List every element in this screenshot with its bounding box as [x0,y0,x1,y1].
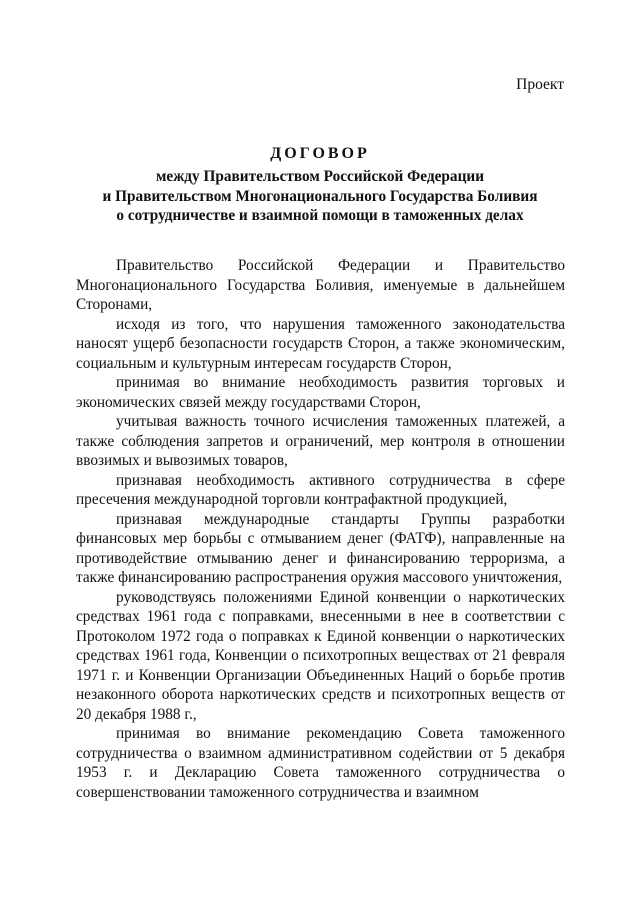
preamble-paragraph: принимая во внимание необходимость развития торговых и экономических связей между государствами Сторон, [76,374,565,411]
document-title: ДОГОВОР [270,145,370,162]
document-subtitle [60,167,580,226]
document-body [76,256,565,802]
subtitle-line: о сотрудничестве и взаимной помощи в таможенных делах [116,207,524,224]
preamble-paragraph: принимая во внимание рекомендацию Совета таможенного сотрудничества о взаимном административном содействии от 5 декабря 1953 г. и Декларацию Совета таможенного сотрудничества о совершенствовании таможенного сотрудничества и взаимном [76,725,565,801]
preamble-paragraph: руководствуясь положениями Единой конвенции о наркотических средствах 1961 года с поправками, внесенными в нее в соответствии с Протоколом 1972 года о поправках к Единой конвенции о наркотических средствах 1961 года, Конвенции о психотропных веществах от 21 февраля 1971 г. и Конвенции Организации Объединенных Наций о борьбе против незаконного оборота наркотических средств и психотропных веществ от 20 декабря 1988 г., [76,588,565,723]
preamble-paragraph: учитывая важность точного исчисления таможенных платежей, а также соблюдения запретов и ограничений, мер контроля в отношении ввозимых и вывозимых товаров, [76,413,565,469]
preamble-paragraph: исходя из того, что нарушения таможенного законодательства наносят ущерб безопасности государств Сторон, а также экономическим, социальным и культурным интересам государств Сторон, [76,315,565,372]
subtitle-line: между Правительством Российской Федерации [155,168,485,185]
subtitle-line: и Правительством Многонационального Государства Боливия [102,187,538,205]
preamble-paragraph: признавая необходимость активного сотрудничества в сфере пресечения международной торговли контрафактной продукцией, [76,471,565,508]
preamble-paragraph: признавая международные стандарты Группы разработки финансовых мер борьбы с отмыванием денег (ФАТФ), направленные на противодействие отмыванию денег и финансированию терроризма, а также финансированию распространения оружия массового уничтожения, [76,510,565,586]
preamble-paragraph: Правительство Российской Федерации и Правительство Многонационального Государства Боливия, именуемые в дальнейшем Сторонами, [76,257,565,313]
draft-label: Проект [516,76,564,93]
